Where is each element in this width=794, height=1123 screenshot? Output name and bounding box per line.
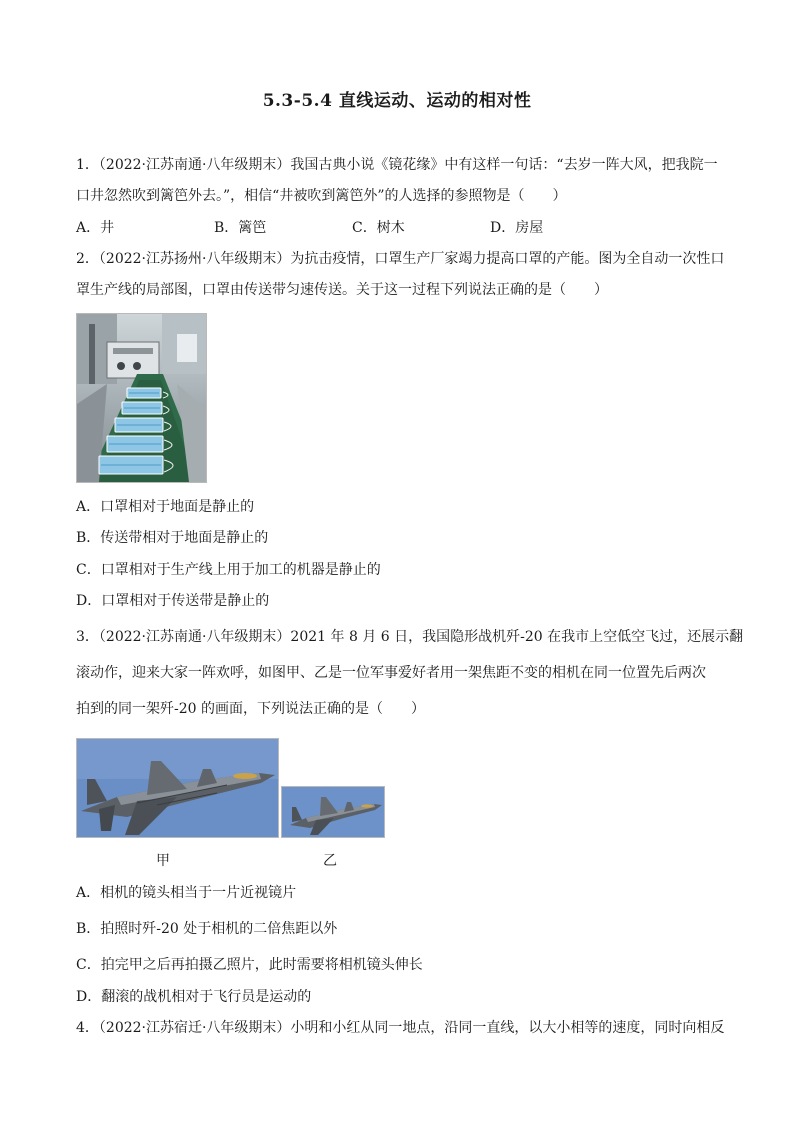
q2-option-a[interactable]: A．口罩相对于地面是静止的	[76, 499, 255, 515]
q3-stem-line1: 3．（2022·江苏南通·八年级期末）2021 年 8 月 6 日，我国隐形战机歼-20 在我市上空低空飞过，还展示翻	[76, 629, 744, 645]
jet-photo-b	[281, 786, 385, 838]
q1-option-a[interactable]: A．井	[76, 220, 115, 236]
q2-option-d[interactable]: D．口罩相对于传送带是静止的	[76, 593, 270, 609]
q2-option-c[interactable]: C．口罩相对于生产线上用于加工的机器是静止的	[76, 562, 381, 578]
caption-jia: 甲	[156, 853, 170, 869]
mask-production-line-photo	[76, 313, 207, 483]
q3-option-d[interactable]: D．翻滚的战机相对于飞行员是运动的	[76, 989, 312, 1005]
caption-yi: 乙	[323, 853, 337, 869]
j20-fighter-small-image	[282, 787, 384, 837]
q1-option-b[interactable]: B．篱笆	[214, 220, 267, 236]
q1-stem-line1: 1．（2022·江苏南通·八年级期末）我国古典小说《镜花缘》中有这样一句话：“去岁一阵大风，把我院一	[76, 157, 718, 173]
q3-option-c[interactable]: C．拍完甲之后再拍摄乙照片，此时需要将相机镜头伸长	[76, 957, 423, 973]
q3-stem-line2: 滚动作，迎来大家一阵欢呼，如图甲、乙是一位军事爱好者用一架焦距不变的相机在同一位置先后两次	[76, 665, 706, 681]
q2-stem-line2: 罩生产线的局部图，口罩由传送带匀速传送。关于这一过程下列说法正确的是（ ）	[76, 282, 608, 298]
page-title: 5.3-5.4 直线运动、运动的相对性	[262, 91, 532, 111]
q3-option-b[interactable]: B．拍照时歼-20 处于相机的二倍焦距以外	[76, 921, 338, 937]
q3-option-a[interactable]: A．相机的镜头相当于一片近视镜片	[76, 885, 297, 901]
q1-options	[76, 217, 556, 237]
jet-photo-a	[76, 738, 279, 838]
q1-option-d[interactable]: D．房屋	[490, 220, 544, 236]
j20-fighter-large-image	[77, 739, 278, 837]
q1-stem-line2: 口井忽然吹到篱笆外去。”，相信“井被吹到篱笆外”的人选择的参照物是（ ）	[76, 188, 567, 204]
q2-option-b[interactable]: B．传送带相对于地面是静止的	[76, 530, 269, 546]
q1-option-c[interactable]: C．树木	[352, 220, 405, 236]
mask-production-line-image	[77, 314, 206, 482]
q2-stem-line1: 2．（2022·江苏扬州·八年级期末）为抗击疫情，口罩生产厂家竭力提高口罩的产能。图为全自动一次性口	[76, 251, 725, 267]
q4-stem-line1: 4．（2022·江苏宿迁·八年级期末）小明和小红从同一地点，沿同一直线，以大小相等的速度，同时向相反	[76, 1020, 725, 1036]
q3-stem-line3: 拍到的同一架歼-20 的画面，下列说法正确的是（ ）	[76, 701, 425, 717]
